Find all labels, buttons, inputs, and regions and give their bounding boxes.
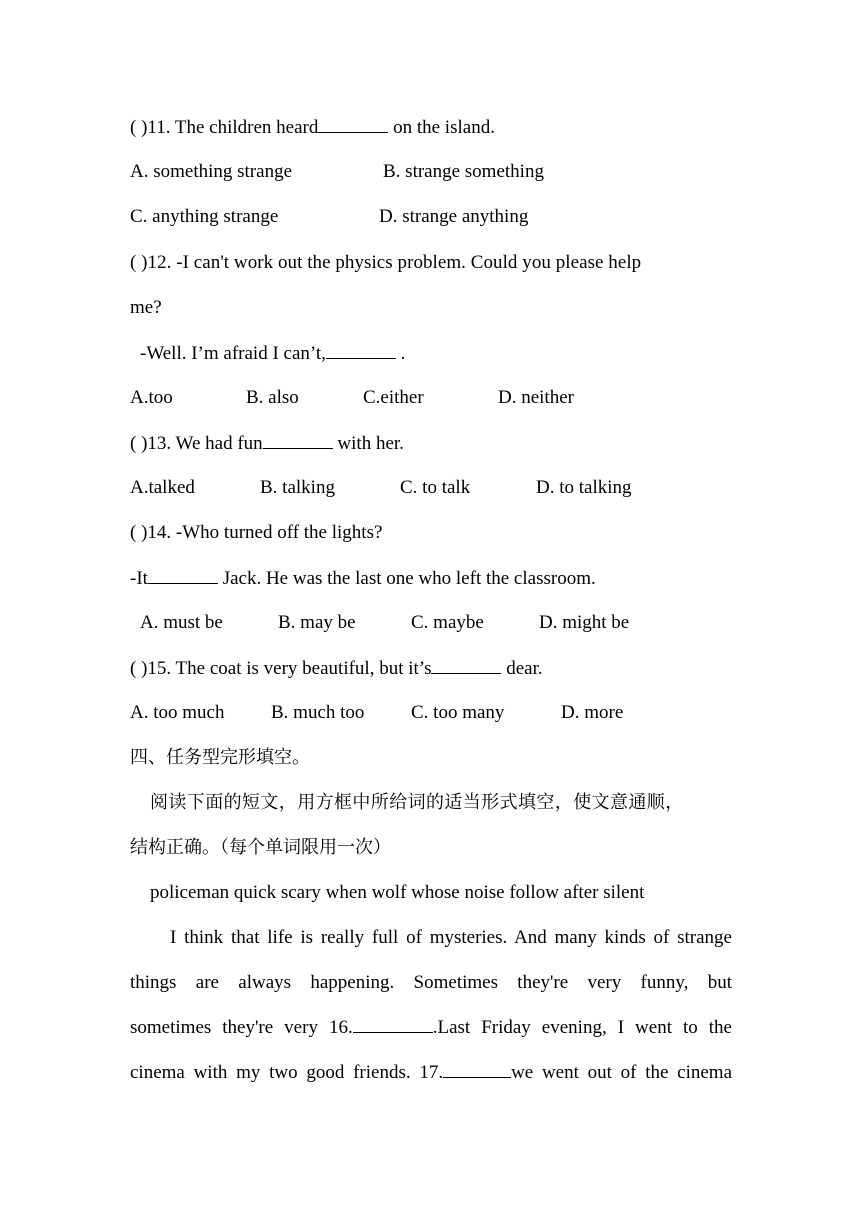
answer-blank-17 <box>443 1060 511 1078</box>
question-12-reply-suffix: . <box>395 343 406 364</box>
option-b: B. strange something <box>383 161 544 182</box>
question-12-stem-line2: me? <box>130 297 162 318</box>
passage-line-4-suffix: we went out of the cinema <box>511 1062 732 1083</box>
option-d: D. more <box>561 702 624 723</box>
question-11-stem-prefix: ( )11. The children heard <box>130 117 319 138</box>
option-a: A. too much <box>130 702 225 723</box>
option-c: C. maybe <box>411 612 484 633</box>
option-c: C. to talk <box>400 477 471 498</box>
question-13-stem <box>130 431 732 456</box>
passage-line-1: I think that life is really full of mysteries. And many kinds of strange <box>170 927 732 948</box>
answer-blank <box>148 566 218 584</box>
answer-blank <box>431 656 501 674</box>
option-a: A. something strange <box>130 161 293 182</box>
option-a: A.too <box>130 387 173 408</box>
option-c: C.either <box>363 387 424 408</box>
question-15-stem <box>130 656 732 681</box>
passage-line-4 <box>130 1050 732 1095</box>
section-4-heading: 四、任务型完形填空。 <box>130 747 310 768</box>
option-b: B. talking <box>260 477 335 498</box>
passage-line-3 <box>130 1005 732 1050</box>
passage-line-2: things are always happening. Sometimes they're very funny, but <box>130 972 732 993</box>
option-c: C. anything strange <box>130 206 279 227</box>
word-box: policeman quick scary when wolf whose noise follow after silent <box>150 882 645 903</box>
section-4-instruction-line1: 阅读下面的短文，用方框中所给词的适当形式填空，使文意通顺， <box>150 792 684 813</box>
question-11-stem-suffix: on the island. <box>388 117 495 138</box>
question-13-stem-prefix: ( )13. We had fun <box>130 433 263 454</box>
question-12-reply-prefix: -Well. I’m afraid I can’t, <box>140 343 326 364</box>
option-a: A. must be <box>140 612 223 633</box>
option-d: D. strange anything <box>379 206 529 227</box>
option-d: D. might be <box>539 612 630 633</box>
question-13-stem-suffix: with her. <box>332 433 404 454</box>
question-11-stem <box>130 115 732 140</box>
option-b: B. also <box>246 387 299 408</box>
question-14-reply-suffix: Jack. He was the last one who left the classroom. <box>217 568 596 589</box>
question-14-stem: ( )14. -Who turned off the lights? <box>130 522 383 543</box>
option-b: B. much too <box>271 702 365 723</box>
option-a: A.talked <box>130 477 195 498</box>
question-14-reply <box>130 566 732 591</box>
passage-line-3-suffix: .Last Friday evening, I went to the <box>432 1017 732 1038</box>
section-4-instruction-line2: 结构正确。（每个单词限用一次） <box>130 837 391 858</box>
question-14-reply-prefix: -It <box>130 568 148 589</box>
answer-blank <box>318 115 388 133</box>
answer-blank-16 <box>353 1015 433 1033</box>
question-15-stem-prefix: ( )15. The coat is very beautiful, but it’s <box>130 658 432 679</box>
question-12-stem-line1: ( )12. -I can't work out the physics problem. Could you please help <box>130 252 642 273</box>
question-12-reply <box>140 341 742 366</box>
question-15-stem-suffix: dear. <box>501 658 543 679</box>
passage-line-3-prefix: sometimes they're very 16. <box>130 1017 353 1038</box>
answer-blank <box>326 341 396 359</box>
option-b: B. may be <box>278 612 356 633</box>
option-d: D. to talking <box>536 477 632 498</box>
option-d: D. neither <box>498 387 574 408</box>
passage-line-4-prefix: cinema with my two good friends. 17. <box>130 1062 444 1083</box>
option-c: C. too many <box>411 702 505 723</box>
answer-blank <box>263 431 333 449</box>
